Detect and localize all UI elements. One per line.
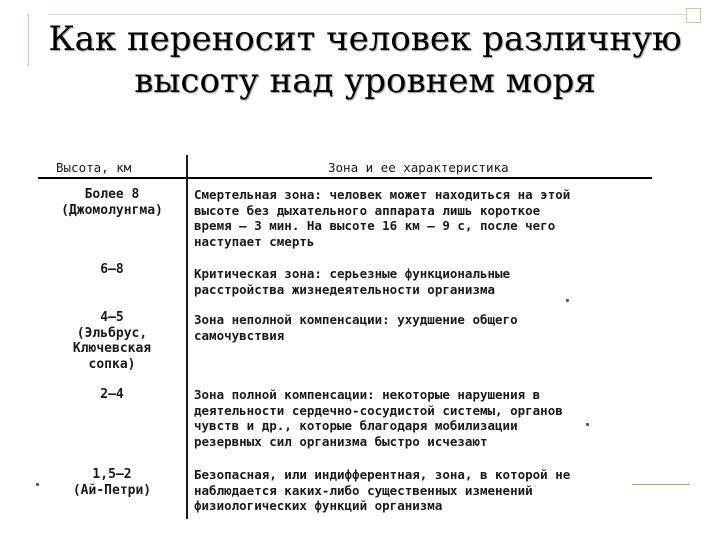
column-divider (186, 155, 188, 519)
header-rule (38, 177, 652, 179)
slide-title: Как переносит человек различную высоту над уровнем моря (48, 19, 682, 101)
table-row-height: 6—8 (100, 262, 124, 277)
decorative-top-line (48, 14, 693, 15)
table-row-height: 1,5—2 (Ай-Петри) (72, 467, 152, 498)
scan-speck (566, 299, 569, 302)
scan-speck (586, 423, 589, 426)
table-row-height: 4—5 (Эльбрус, Ключевская сопка) (72, 310, 152, 372)
table-row-zone: Зона полной компенсации: некоторые нарушения в деятельности сердечно-сосудистой системы, органов чувств и др., которые благодаря мобилизации резервных сил организма быстро исчезают (194, 387, 563, 449)
column-header-height: Высота, км (56, 160, 132, 175)
table-row-zone: Зона неполной компенсации: ухудшение общего самочувствия (194, 312, 518, 343)
altitude-zones-table (38, 155, 652, 525)
table-row-height: 2—4 (100, 387, 124, 402)
table-row-height: Более 8 (Джомолунгма) (61, 187, 163, 218)
table-row-zone: Смертельная зона: человек может находиться на этой высоте без дыхательного аппарата лишь короткое время — 3 мин. На высоте 16 км — 9 с, после чего наступает смерть (194, 187, 571, 249)
table-row-zone: Безопасная, или индифферентная, зона, в которой не наблюдается каких-либо существенных изменений физиологических функций организма (194, 467, 571, 513)
column-header-zone: Зона и ее характеристика (328, 160, 509, 175)
scan-speck (36, 483, 39, 486)
table-row-zone: Критическая зона: серьезные функциональные расстройства жизнедеятельности организма (194, 266, 511, 297)
